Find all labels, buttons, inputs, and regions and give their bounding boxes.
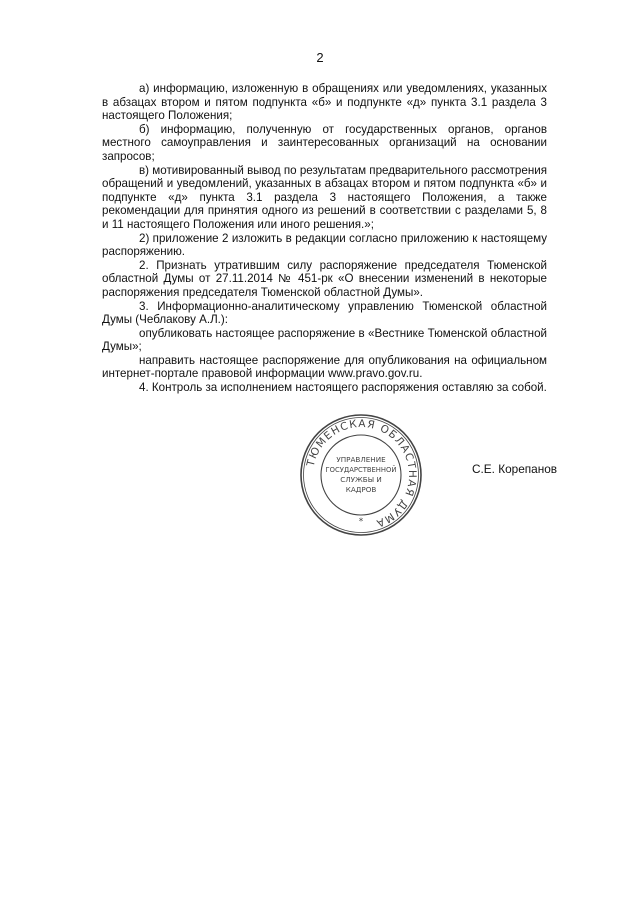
paragraph-publish-vestnik: опубликовать настоящее распоряжение в «Вестнике Тюменской областной Думы»; — [102, 326, 547, 354]
paragraph-item-b: б) информацию, полученную от государственных органов, органов местного самоуправления и заинтересованных организаций на основании запросов; — [102, 122, 547, 163]
paragraph-item-v: в) мотивированный вывод по результатам предварительного рассмотрения обращений и уведомлений, указанных в абзацах втором и пятом подпункта «б» и подпункте «д» пункта 3.1 раздела 3 настоящего Положения, а также рекомендации для принятия одного из решений в соответствии с разделами 5, 8 и 11 настоящего Положения или иного решения.»; — [102, 163, 547, 231]
paragraph-item-a: а) информацию, изложенную в обращениях или уведомлениях, указанных в абзацах втором и пятом подпункта «б» и подпункте «д» пункта 3.1 раздела 3 настоящего Положения; — [102, 82, 547, 123]
seal-center-line-1: УПРАВЛЕНИЕ — [336, 455, 386, 464]
paragraph-point-2: 2. Признать утратившим силу распоряжение председателя Тюменской областной Думы от 27.11.2014 № 451-рк «О внесении изменений в некоторые распоряжения председателя Тюменской областной Думы». — [102, 258, 547, 299]
seal-star-icon: * — [358, 517, 364, 527]
official-seal — [298, 412, 424, 538]
page-number: 2 — [316, 50, 324, 65]
seal-graphic — [298, 412, 424, 538]
paragraph-point-4: 4. Контроль за исполнением настоящего распоряжения оставляю за собой. — [139, 381, 547, 395]
document-body — [102, 82, 547, 395]
paragraph-subpoint-2: 2) приложение 2 изложить в редакции согласно приложению к настоящему распоряжению. — [102, 231, 547, 259]
seal-ring-text: ТЮМЕНСКАЯ ОБЛАСТНАЯ ДУМА — [304, 417, 419, 530]
seal-center-line-3: СЛУЖБЫ И — [340, 475, 382, 484]
paragraph-point-3: 3. Информационно-аналитическому управлению Тюменской областной Думы (Чеблакову А.Л.): — [102, 299, 547, 327]
paragraph-publish-portal: направить настоящее распоряжение для опубликования на официальном интернет-портале правовой информации www.pravo.gov.ru. — [102, 353, 547, 381]
seal-center-line-2: ГОСУДАРСТВЕННОЙ — [325, 466, 397, 474]
seal-center-line-4: КАДРОВ — [345, 485, 377, 494]
signer-name: С.Е. Корепанов — [472, 462, 558, 476]
